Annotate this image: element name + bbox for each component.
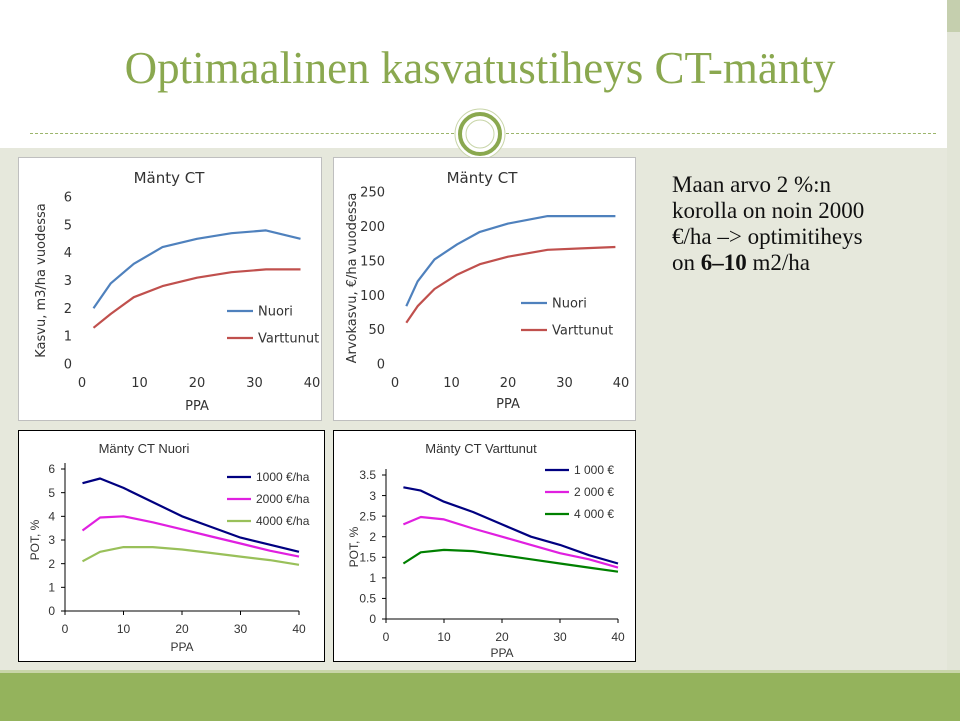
x-tick-label: 40 bbox=[611, 630, 625, 644]
chart-arvokasvu bbox=[333, 157, 636, 421]
y-tick-label: 1 bbox=[48, 580, 55, 595]
y-tick-label: 4 bbox=[48, 509, 55, 524]
y-tick-label: 2.5 bbox=[359, 509, 376, 524]
x-tick-label: 40 bbox=[292, 622, 306, 636]
series-line bbox=[403, 517, 618, 568]
y-tick-label: 0.5 bbox=[359, 591, 376, 606]
chart-svg bbox=[19, 158, 321, 420]
y-tick-label: 6 bbox=[48, 462, 55, 477]
chart-title: Mänty CT bbox=[446, 169, 518, 187]
chart-svg bbox=[334, 158, 635, 420]
x-tick-label: 40 bbox=[303, 376, 321, 391]
x-axis-label: PPA bbox=[496, 397, 520, 412]
y-tick-label: 5 bbox=[48, 485, 55, 500]
y-tick-label: 2 bbox=[63, 301, 72, 317]
title-divider-right bbox=[506, 133, 936, 134]
y-tick-label: 2 bbox=[369, 529, 376, 544]
y-tick-label: 50 bbox=[368, 323, 385, 339]
x-tick-label: 20 bbox=[175, 622, 189, 636]
x-tick-label: 40 bbox=[612, 376, 630, 391]
x-tick-label: 10 bbox=[116, 622, 131, 636]
legend-label: Nuori bbox=[552, 296, 587, 312]
x-tick-label: 30 bbox=[553, 630, 567, 644]
note-line-4 bbox=[672, 250, 934, 276]
y-tick-label: 3 bbox=[369, 488, 376, 503]
y-tick-label: 100 bbox=[360, 288, 385, 304]
legend-label: 2000 €/ha bbox=[256, 492, 310, 507]
y-tick-label: 0 bbox=[376, 357, 385, 373]
x-tick-label: 30 bbox=[233, 622, 248, 636]
legend-label: Varttunut bbox=[258, 331, 320, 347]
x-tick-label: 0 bbox=[77, 376, 87, 391]
y-tick-label: 2 bbox=[48, 556, 55, 571]
x-tick-label: 20 bbox=[495, 630, 509, 644]
y-axis-label: Arvokasvu, €/ha vuodessa bbox=[345, 192, 360, 364]
y-tick-label: 6 bbox=[63, 190, 72, 206]
note-line-4-bold: 6–10 bbox=[700, 250, 747, 275]
x-tick-label: 10 bbox=[437, 630, 451, 644]
legend-label: 1 000 € bbox=[574, 463, 615, 478]
slide-title: Optimaalinen kasvatustiheys CT-mänty bbox=[124, 43, 836, 93]
y-tick-label: 1.5 bbox=[359, 550, 376, 565]
y-axis-label: Kasvu, m3/ha vuodessa bbox=[34, 203, 49, 358]
chart-kasvu bbox=[18, 157, 322, 421]
chart-title: Mänty CT Varttunut bbox=[425, 441, 537, 456]
legend-label: 4 000 € bbox=[574, 507, 615, 522]
y-axis-label: POT, % bbox=[347, 526, 361, 568]
chart-pot-varttunut bbox=[333, 430, 636, 662]
chart-pot-nuori bbox=[18, 430, 325, 662]
x-tick-label: 0 bbox=[61, 622, 69, 636]
chart-title: Mänty CT Nuori bbox=[98, 441, 190, 456]
x-tick-label: 30 bbox=[556, 376, 573, 391]
circle-emblem-icon bbox=[454, 108, 506, 160]
y-tick-label: 150 bbox=[360, 254, 385, 270]
x-tick-label: 30 bbox=[246, 376, 263, 391]
y-tick-label: 250 bbox=[360, 185, 385, 201]
y-tick-label: 4 bbox=[63, 246, 72, 262]
bottom-band bbox=[0, 673, 960, 721]
note-line-3: €/ha –> optimitiheys bbox=[672, 224, 863, 249]
y-tick-label: 3.5 bbox=[359, 468, 376, 483]
note-line-4-suffix: m2/ha bbox=[746, 250, 810, 275]
y-tick-label: 3 bbox=[63, 274, 72, 290]
note-line-1: Maan arvo 2 %:n bbox=[672, 172, 832, 197]
right-edge-accent bbox=[947, 0, 960, 32]
y-tick-label: 0 bbox=[369, 612, 376, 627]
legend-label: 1000 €/ha bbox=[256, 470, 310, 485]
chart-title: Mänty CT bbox=[133, 169, 205, 187]
y-tick-label: 200 bbox=[360, 219, 385, 235]
legend-label: 4000 €/ha bbox=[256, 514, 310, 529]
note-text bbox=[672, 172, 934, 276]
x-axis-label: PPA bbox=[185, 399, 209, 414]
x-axis-label: PPA bbox=[490, 646, 514, 660]
x-tick-label: 20 bbox=[499, 376, 517, 391]
x-tick-label: 10 bbox=[443, 376, 460, 391]
chart-svg bbox=[334, 431, 635, 661]
y-tick-label: 0 bbox=[63, 357, 72, 373]
y-tick-label: 0 bbox=[48, 604, 55, 619]
y-axis-label: POT, % bbox=[28, 519, 42, 561]
legend-label: Varttunut bbox=[552, 323, 614, 339]
note-line-2: korolla on noin 2000 bbox=[672, 198, 865, 223]
legend-label: Nuori bbox=[258, 304, 293, 320]
y-tick-label: 1 bbox=[369, 571, 376, 586]
y-tick-label: 1 bbox=[63, 329, 72, 345]
title-divider-left bbox=[30, 133, 454, 134]
y-tick-label: 5 bbox=[63, 218, 72, 234]
x-tick-label: 0 bbox=[390, 376, 400, 391]
x-tick-label: 10 bbox=[131, 376, 148, 391]
x-axis-label: PPA bbox=[170, 640, 194, 654]
chart-svg bbox=[19, 431, 324, 661]
series-line bbox=[406, 216, 615, 306]
x-tick-label: 20 bbox=[188, 376, 206, 391]
x-tick-label: 0 bbox=[382, 630, 390, 644]
y-tick-label: 3 bbox=[48, 533, 55, 548]
right-edge-stripe bbox=[947, 0, 960, 721]
note-line-4-prefix: on bbox=[672, 250, 701, 275]
legend-label: 2 000 € bbox=[574, 485, 615, 500]
